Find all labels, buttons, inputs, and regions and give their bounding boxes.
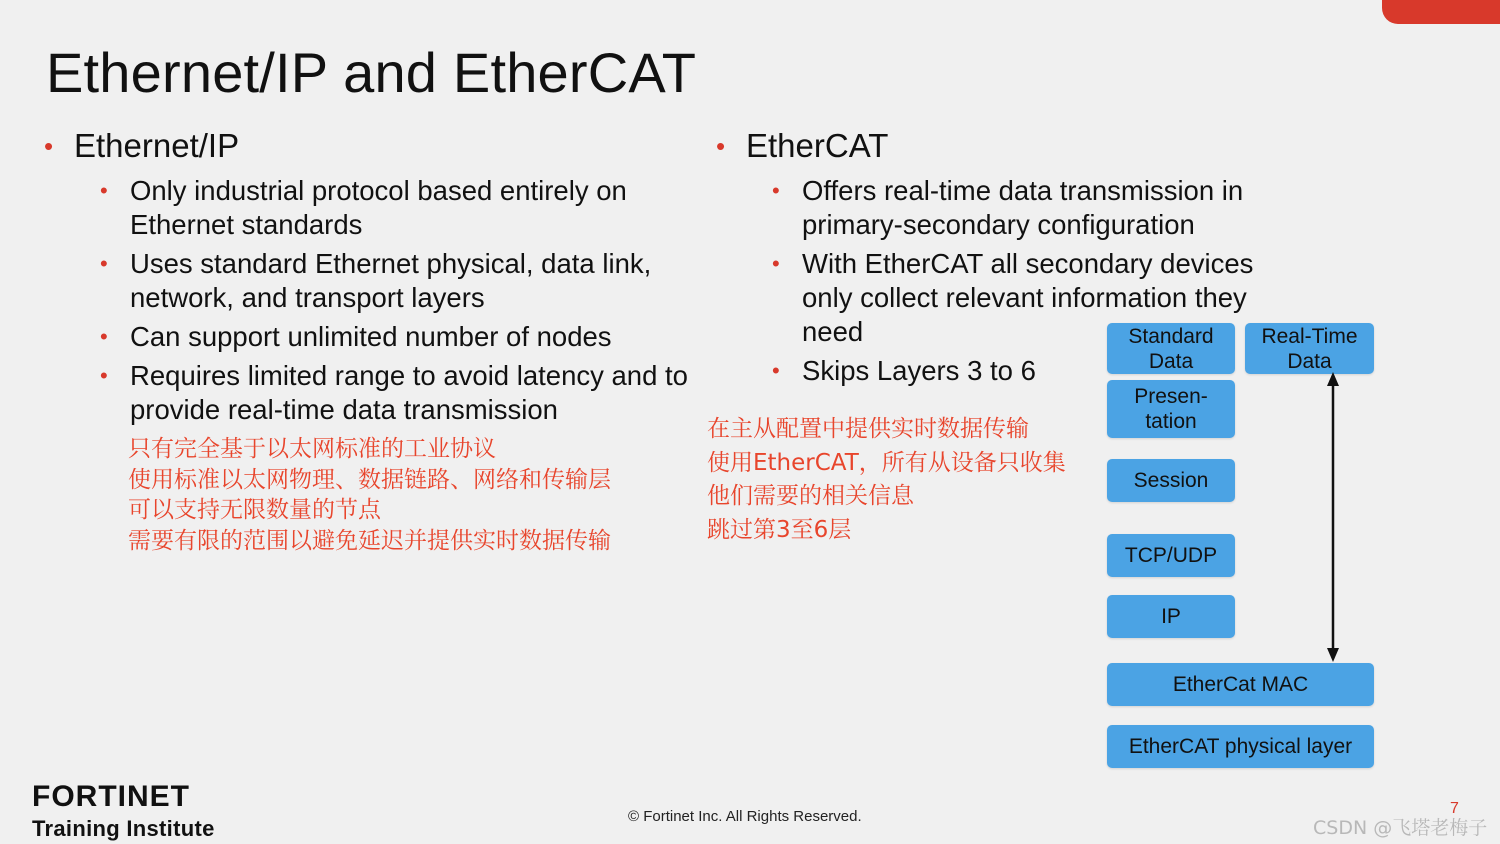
bullet-text: With EtherCAT all secondary devices only collect relevant information they need xyxy=(802,248,1254,347)
bullet-text: Can support unlimited number of nodes xyxy=(130,321,612,352)
ethercat-heading: EtherCAT xyxy=(746,127,889,164)
ethernet-ip-heading: Ethernet/IP xyxy=(74,127,240,164)
copyright-text: © Fortinet Inc. All Rights Reserved. xyxy=(628,808,862,825)
list-item xyxy=(44,359,714,427)
bullet-text: Skips Layers 3 to 6 xyxy=(802,355,1036,386)
bullet-text: Only industrial protocol based entirely on Ethernet standards xyxy=(130,175,627,240)
list-item xyxy=(716,354,1096,388)
bullet-dot: • xyxy=(44,131,54,161)
bullet-dot: • xyxy=(716,131,726,161)
box-label: EtherCat MAC xyxy=(1172,673,1309,696)
bullet-dot: • xyxy=(100,251,108,276)
ethercat-heading-item xyxy=(716,124,1096,168)
ethernet-ip-column xyxy=(44,124,714,432)
corner-accent-tab xyxy=(1382,0,1500,24)
session-box xyxy=(1107,459,1235,502)
box-label: Presen-tation xyxy=(1134,385,1208,433)
translation-line: 使用EtherCAT，所有从设备只收集 xyxy=(707,449,1066,476)
list-item xyxy=(44,174,714,242)
ethernet-ip-translation xyxy=(128,434,611,556)
translation-line: 在主从配置中提供实时数据传输 xyxy=(707,416,1029,442)
bullet-text: Uses standard Ethernet physical, data link, network, and transport layers xyxy=(130,248,652,313)
ethernet-ip-bullets xyxy=(44,174,714,427)
bullet-dot: • xyxy=(100,178,108,203)
translation-line: 他们需要的相关信息 xyxy=(707,483,914,509)
bullet-text: Offers real-time data transmission in primary-secondary configuration xyxy=(802,175,1244,240)
box-label: Real-Time Data xyxy=(1261,324,1358,373)
realtime-data-box xyxy=(1245,323,1374,374)
box-label: EtherCAT physical layer xyxy=(1128,735,1353,758)
bullet-dot: • xyxy=(100,363,108,388)
standard-data-box xyxy=(1107,323,1235,374)
logo-subtitle: Training Institute xyxy=(32,816,215,841)
translation-line: 需要有限的范围以避免延迟并提供实时数据传输 xyxy=(128,527,611,554)
logo-wordmark: FORTINET xyxy=(32,780,190,813)
ethercat-mac-box xyxy=(1107,663,1374,706)
bullet-text: Requires limited range to avoid latency and to provide real-time data transmission xyxy=(130,360,688,425)
page-number: 7 xyxy=(1450,800,1459,817)
bullet-dot: • xyxy=(100,324,108,349)
translation-line: 跳过第3至6层 xyxy=(707,516,852,543)
translation-line: 可以支持无限数量的节点 xyxy=(128,497,381,523)
ethercat-translation xyxy=(707,413,1066,547)
ip-box xyxy=(1107,595,1235,638)
bullet-dot: • xyxy=(772,358,780,383)
fortinet-logo xyxy=(32,780,215,842)
translation-line: 使用标准以太网物理、数据链路、网络和传输层 xyxy=(128,466,611,493)
list-item xyxy=(44,247,714,315)
box-label: Session xyxy=(1133,469,1209,492)
box-label: TCP/UDP xyxy=(1124,544,1218,567)
double-arrow-icon xyxy=(1322,370,1344,664)
box-label: Standard Data xyxy=(1128,324,1214,373)
presentation-box xyxy=(1107,380,1235,438)
bullet-dot: • xyxy=(772,251,780,276)
csdn-watermark: CSDN @飞塔老梅子 xyxy=(1313,817,1488,839)
slide-title: Ethernet/IP and EtherCAT xyxy=(46,41,697,104)
list-item xyxy=(716,174,1282,242)
ethernet-ip-heading-item xyxy=(44,124,714,168)
box-label: IP xyxy=(1161,605,1181,628)
tcp-udp-box xyxy=(1107,534,1235,577)
translation-line: 只有完全基于以太网标准的工业协议 xyxy=(128,436,496,462)
bullet-dot: • xyxy=(772,178,780,203)
ethercat-physical-layer-box xyxy=(1107,725,1374,768)
list-item xyxy=(44,320,714,354)
